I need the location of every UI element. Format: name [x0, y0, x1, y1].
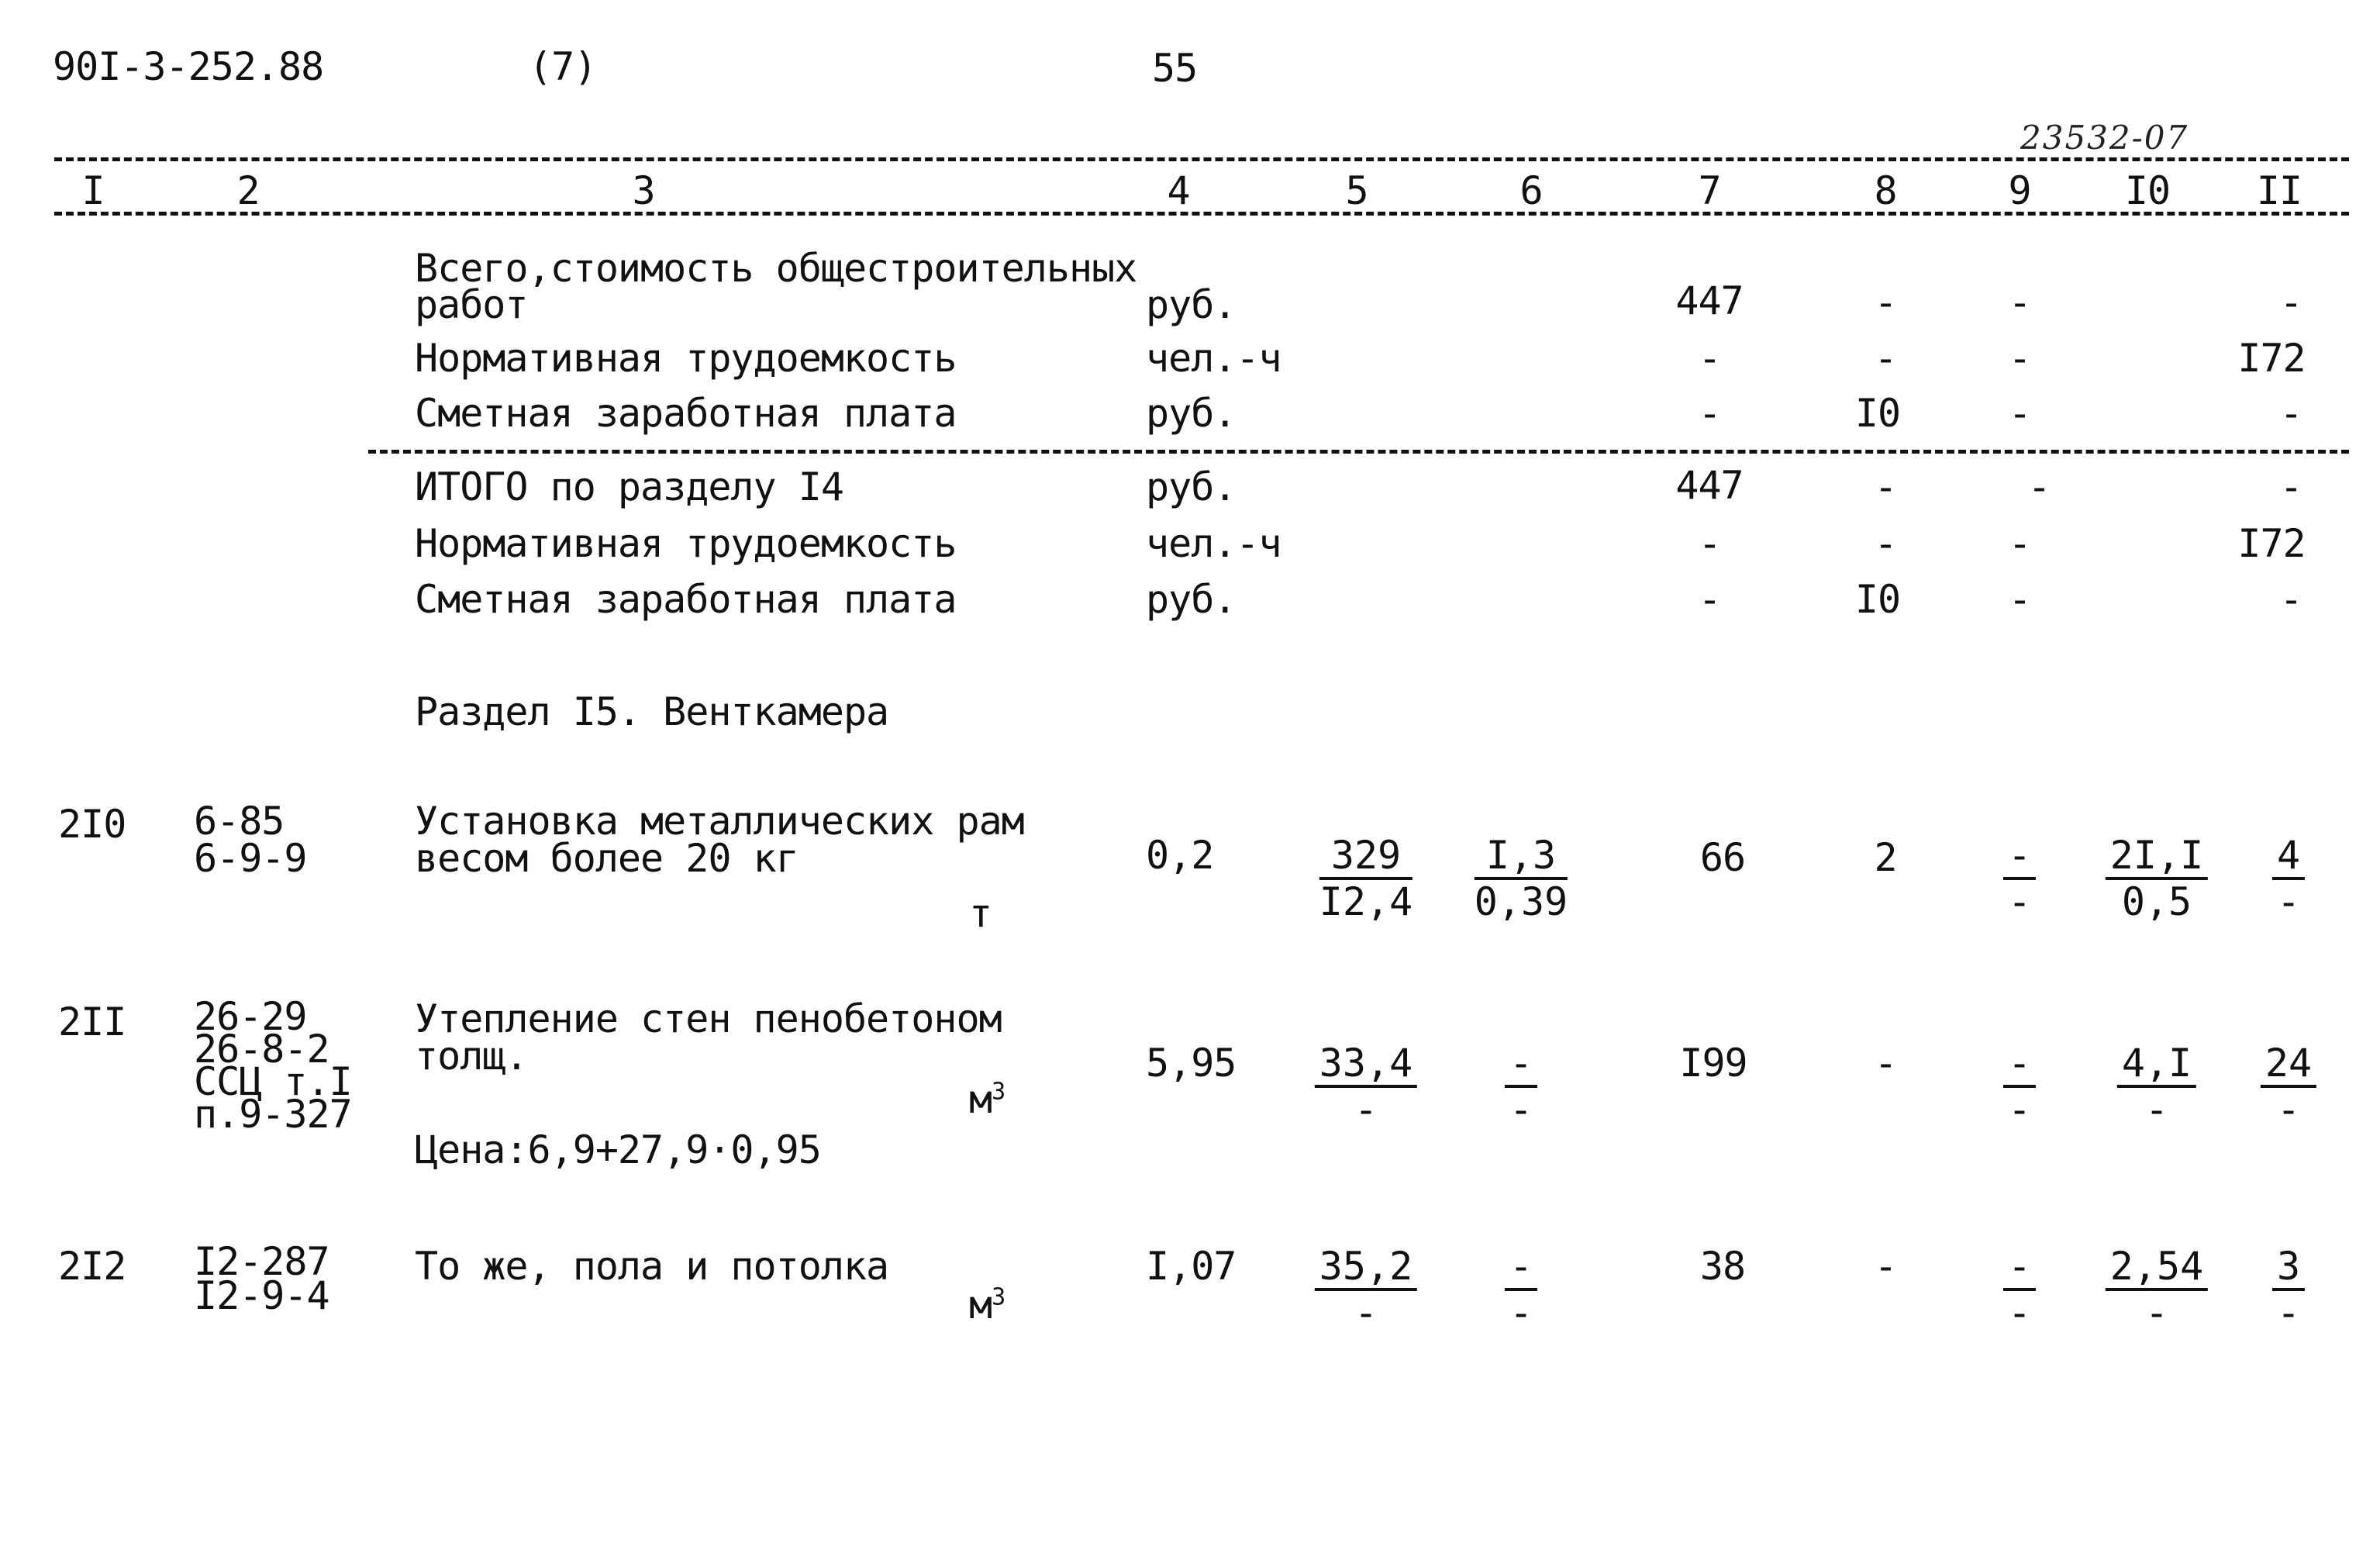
- section-labor-c11: I72: [2237, 521, 2306, 566]
- rate-code-line: 6-85: [194, 799, 285, 844]
- denominator: 0,39: [1474, 879, 1568, 924]
- numerator: 329: [1319, 834, 1412, 880]
- rate-code: [194, 799, 307, 881]
- totals-separator-rule: [368, 450, 2349, 454]
- denominator: -: [2276, 879, 2301, 924]
- denominator: -: [2144, 1087, 2169, 1132]
- total-cost: I99: [1679, 1041, 1747, 1086]
- numerator: 2,54: [2106, 1245, 2208, 1291]
- col-header-9: 9: [2008, 168, 2031, 213]
- rate-code-line: I2-9-4: [194, 1273, 329, 1318]
- labor-total-fraction: [2272, 1245, 2305, 1334]
- numerator: I,3: [1475, 834, 1568, 880]
- description-line: толщ.: [415, 1034, 528, 1079]
- numerator: -: [1505, 1041, 1537, 1088]
- section-labor-label: Нормативная трудоемкость: [415, 521, 957, 566]
- denominator: -: [1354, 1290, 1378, 1335]
- section-labor-c9: -: [2008, 521, 2031, 566]
- col-header-11: II: [2256, 168, 2302, 213]
- labor-unit-fraction: [2106, 834, 2208, 923]
- total-wage: -: [1874, 1041, 1897, 1086]
- section-total-unit: руб.: [1146, 464, 1237, 509]
- unit-cost-fraction: [1315, 1041, 1417, 1131]
- total-c8: -: [1874, 280, 1897, 325]
- numerator: 4,I: [2117, 1041, 2196, 1088]
- wage-label: Сметная заработная плата: [415, 391, 957, 436]
- denominator: -: [1509, 1290, 1533, 1335]
- labor-c8: -: [1874, 336, 1897, 381]
- col-header-5: 5: [1345, 168, 1368, 213]
- denominator: -: [2007, 1290, 2032, 1335]
- rate-code-line: 26-29: [194, 994, 307, 1039]
- wage-unit: руб.: [1146, 391, 1237, 436]
- wage-fraction: [1475, 834, 1568, 923]
- document-code: 90I-3-252.88: [53, 44, 324, 89]
- numerator: 24: [2261, 1041, 2316, 1088]
- numerator: -: [2003, 834, 2036, 880]
- section-wage-label: Сметная заработная плата: [415, 577, 957, 622]
- wage-c11: -: [2279, 391, 2302, 436]
- total-c7: 447: [1675, 278, 1744, 323]
- rate-code-line: 26-8-2: [194, 1027, 329, 1072]
- numerator: -: [2003, 1245, 2036, 1291]
- total-wage: -: [1874, 1244, 1897, 1289]
- labor-c9: -: [2008, 336, 2031, 381]
- total-label-line1: Всего,стоимость общестроительных: [415, 246, 1137, 291]
- denominator: -: [2144, 1290, 2169, 1335]
- rate-code-line: 6-9-9: [194, 836, 307, 881]
- description-line: весом более 20 кг: [415, 836, 799, 881]
- col-header-4: 4: [1167, 168, 1190, 213]
- section-total-c8: -: [1874, 464, 1897, 509]
- rate-code-line: ССЦ т.I: [194, 1059, 352, 1104]
- total-wage: 2: [1874, 835, 1897, 880]
- total-cost: 38: [1699, 1244, 1746, 1289]
- labor-unit-fraction: [2117, 1041, 2196, 1131]
- description-line: Установка металлических рам: [415, 799, 1024, 844]
- handwritten-reference: 23532-07: [2020, 119, 2189, 157]
- labor-label: Нормативная трудоемкость: [415, 336, 957, 381]
- col-header-8: 8: [1874, 168, 1897, 213]
- denominator: 0,5: [2121, 879, 2192, 924]
- numerator: 4: [2272, 834, 2305, 880]
- work-description: [415, 799, 1024, 881]
- work-description: То же, пола и потолка: [415, 1244, 889, 1289]
- labor-unit-fraction: [2106, 1245, 2208, 1334]
- denominator: -: [1354, 1087, 1378, 1132]
- row-number: 2I0: [58, 802, 126, 847]
- machine-fraction: [2003, 1041, 2036, 1131]
- section-title: Раздел I5. Венткамера: [415, 689, 889, 734]
- rate-code-line: п.9-327: [194, 1092, 352, 1137]
- quantity: 5,95: [1146, 1041, 1237, 1086]
- row-number: 2I2: [58, 1244, 126, 1289]
- unit: [969, 1283, 1005, 1327]
- col-header-10: I0: [2124, 168, 2171, 213]
- numerator: 33,4: [1315, 1041, 1417, 1088]
- col-header-2: 2: [236, 168, 260, 213]
- denominator: -: [2276, 1087, 2301, 1132]
- section-labor-c7: -: [1698, 521, 1721, 566]
- numerator: 3: [2272, 1245, 2305, 1291]
- price-note: Цена:6,9+27,9·0,95: [415, 1127, 821, 1172]
- labor-c7: -: [1698, 336, 1721, 381]
- labor-c11: I72: [2237, 336, 2306, 381]
- unit-base: м: [969, 1283, 992, 1327]
- header-bottom-rule: [54, 212, 2349, 216]
- section-wage-c8: I0: [1854, 577, 1901, 622]
- col-header-3: 3: [632, 168, 655, 213]
- unit: [969, 1078, 1005, 1121]
- section-wage-unit: руб.: [1146, 577, 1237, 622]
- header-top-rule: [54, 157, 2349, 161]
- section-total-c7: 447: [1675, 463, 1744, 508]
- section-wage-c7: -: [1698, 577, 1721, 622]
- unit-cost-fraction: [1319, 834, 1412, 923]
- labor-unit: чел.-ч: [1146, 336, 1281, 381]
- section-labor-unit: чел.-ч: [1146, 521, 1281, 566]
- denominator: -: [2007, 1087, 2032, 1132]
- labor-total-fraction: [2272, 834, 2305, 923]
- unit-exponent: 3: [992, 1283, 1005, 1311]
- machine-fraction: [2003, 1245, 2036, 1334]
- denominator: -: [2276, 1290, 2301, 1335]
- unit-base: м: [969, 1077, 992, 1122]
- rate-code: [194, 994, 352, 1137]
- numerator: 35,2: [1315, 1245, 1417, 1291]
- labor-total-fraction: [2261, 1041, 2316, 1131]
- rate-code: [194, 1239, 329, 1318]
- total-c11: -: [2279, 280, 2302, 325]
- wage-fraction: [1505, 1245, 1537, 1334]
- section-wage-c9: -: [2008, 577, 2031, 622]
- denominator: -: [2007, 879, 2032, 924]
- machine-fraction: [2003, 834, 2036, 923]
- unit-exponent: 3: [992, 1078, 1005, 1106]
- numerator: -: [1505, 1245, 1537, 1291]
- section-total-label: ИТОГО по разделу I4: [415, 464, 843, 509]
- col-header-7: 7: [1698, 168, 1721, 213]
- quantity: 0,2: [1146, 833, 1214, 878]
- rate-code-line: I2-287: [194, 1239, 329, 1284]
- section-total-c11: -: [2279, 464, 2302, 509]
- quantity: I,07: [1146, 1244, 1237, 1289]
- total-unit: руб.: [1146, 282, 1237, 327]
- col-header-6: 6: [1519, 168, 1543, 213]
- wage-fraction: [1505, 1041, 1537, 1131]
- numerator: -: [2003, 1041, 2036, 1088]
- denominator: -: [1509, 1087, 1533, 1132]
- denominator: I2,4: [1319, 879, 1413, 924]
- total-cost: 66: [1699, 835, 1746, 880]
- unit-cost-fraction: [1315, 1245, 1417, 1334]
- section-wage-c11: -: [2279, 577, 2302, 622]
- col-header-1: I: [81, 168, 105, 213]
- section-labor-c8: -: [1874, 521, 1897, 566]
- numerator: 2I,I: [2106, 834, 2208, 880]
- unit: т: [969, 891, 992, 936]
- work-description: [415, 996, 1002, 1079]
- wage-c8: I0: [1854, 391, 1901, 436]
- total-label-line2: работ: [415, 282, 528, 327]
- wage-c7: -: [1698, 391, 1721, 436]
- section-total-c9: -: [2027, 464, 2051, 509]
- sheet-note: (7): [529, 44, 597, 89]
- wage-c9: -: [2008, 391, 2031, 436]
- description-line: Утепление стен пенобетоном: [415, 996, 1002, 1041]
- row-number: 2II: [58, 999, 126, 1044]
- total-c9: -: [2008, 280, 2031, 325]
- page-number: 55: [1152, 46, 1198, 91]
